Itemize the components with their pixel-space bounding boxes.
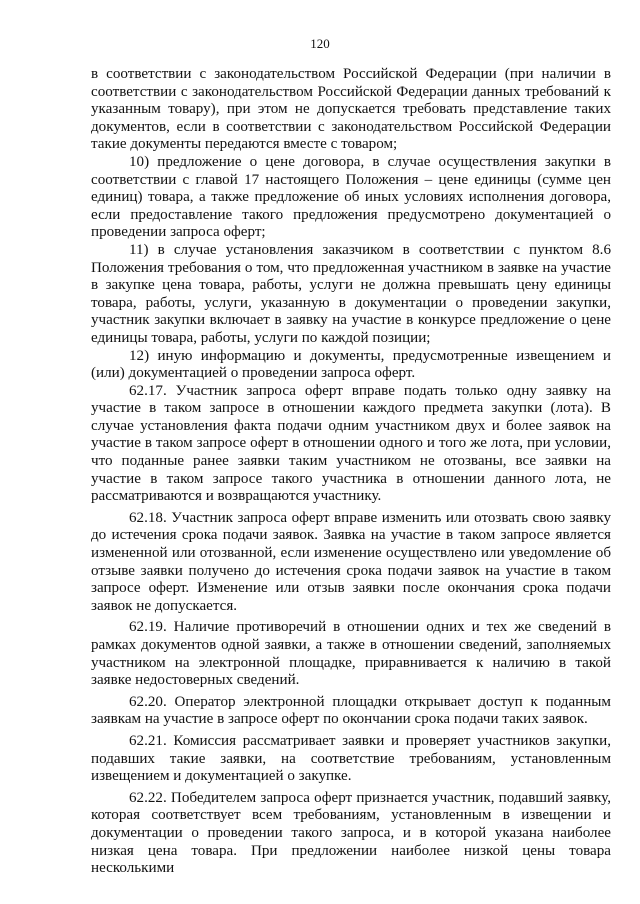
clause-62-18: 62.18. Участник запроса оферт вправе изменить или отозвать свою заявку до истечения срока подачи заявок. Заявка на участие в таком запросе является измененной или отозванной, если изменение осуществлено или уведомление об отзыве заявки получено до истечения срока подачи заявок на участие в таком запросе оферт. Изменение или отзыв заявки после окончания срока подачи заявок не допускается. — [91, 509, 611, 614]
list-item-12: 12) иную информацию и документы, предусмотренные извещением и (или) документацией о проведении запроса оферт. — [91, 347, 611, 382]
clause-62-19: 62.19. Наличие противоречий в отношении одних и тех же сведений в рамках документов одной заявки, а также в отношении сведений, заполняемых участником на электронной площадке, приравнивается к наличию в такой заявке недостоверных сведений. — [91, 619, 611, 689]
clause-62-20: 62.20. Оператор электронной площадки открывает доступ к поданным заявкам на участие в запросе оферт по окончании срока подачи таких заявок. — [91, 693, 611, 728]
paragraph-continuation: в соответствии с законодательством Российской Федерации (при наличии в соответствии с законодательством Российской Федерации данных требований к указанным товару), при этом не допускается требовать представление таких документов, если в соответствии с законодательством Российской Федерации такие документы передаются вместе с товаром; — [91, 66, 611, 153]
list-item-11: 11) в случае установления заказчиком в соответствии с пунктом 8.6 Положения требования о том, что предложенная участником в заявке на участие в закупке цена товара, работы, услуги не должна превышать цену единицы товара, работы, услуги, указанную в документации о проведении закупки, участник закупки включает в заявку на участие в конкурсе предложение о цене единицы товара, работы, услуги по каждой позиции; — [91, 241, 611, 346]
clause-62-22: 62.22. Победителем запроса оферт признается участник, подавший заявку, которая соответствует всем требованиям, установленным в извещении и документации о проведении такого запроса, и в которой указана наиболее низкая цена товара. При предложении наиболее низкой цены товара несколькими — [91, 789, 611, 877]
page-number: 120 — [310, 36, 330, 51]
clause-62-17: 62.17. Участник запроса оферт вправе подать только одну заявку на участие в таком запросе в отношении каждого предмета закупки (лота). В случае установления факта подачи одним участником двух и более заявок на участие в таком запросе оферт в отношении одного и того же лота, при условии, что поданные ранее заявки таким участником не отозваны, все заявки на участие в таком запросе такого участника в отношении данного лота, не рассматриваются и возвращаются участнику. — [91, 382, 611, 505]
clause-62-21: 62.21. Комиссия рассматривает заявки и проверяет участников закупки, подавших такие заявки, на соответствие требованиям, установленным извещением и документацией о закупке. — [91, 732, 611, 785]
document-body — [91, 66, 611, 878]
list-item-10: 10) предложение о цене договора, в случае осуществления закупки в соответствии с главой 17 настоящего Положения – цене единицы (сумме цен единиц) товара, а также предложение об иных условиях исполнения договора, если предоставление такого предложения предусмотрено документацией о проведении запроса оферт; — [91, 153, 611, 241]
